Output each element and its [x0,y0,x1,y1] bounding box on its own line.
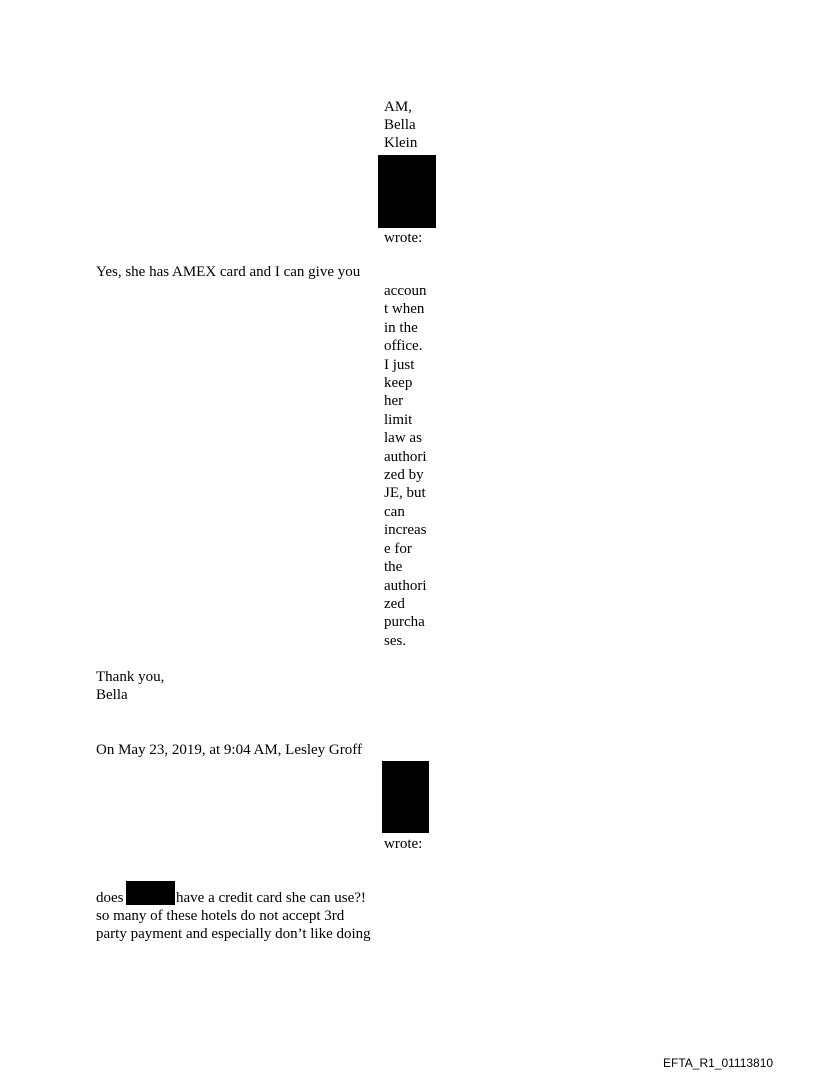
wrapped-line: authori [384,577,427,594]
wrapped-line: the [384,559,403,576]
wrapped-line: I just [384,356,415,373]
wrapped-line: law as [384,430,422,447]
header-line-3: Klein [384,135,418,151]
wrapped-line: purcha [384,614,425,631]
wrapped-line: accoun [384,283,427,299]
signoff: Thank you, [96,669,165,685]
header-line-2: Bella [384,117,416,133]
wrote-label-2: wrote: [384,836,423,852]
wrote-label-1: wrote: [384,230,423,246]
wrapped-line: keep [384,375,413,392]
wrapped-line: JE, but [384,485,426,502]
redaction-box-sender-email [378,155,436,228]
wrapped-line: in the [384,319,418,336]
redaction-box-name [126,881,175,905]
wrapped-line: her [384,393,404,410]
wrapped-line: authori [384,448,427,465]
wrapped-line: ses. [384,632,407,649]
redaction-box-sender-email-2 [382,761,429,833]
header-line-date: On May 23, 2019, at 9:04 AM, Lesley Groff [96,742,362,758]
message-line-2: so many of these hotels do not accept 3rd [96,908,345,924]
wrapped-line: can [384,503,405,520]
wrapped-line: zed [384,595,405,612]
reply-first-line: Yes, she has AMEX card and I can give you [96,264,361,280]
message-line-3: party payment and especially don’t like doing [96,926,371,942]
wrapped-line: e for [384,540,412,557]
wrapped-line: limit [384,411,413,428]
wrapped-line: office. [384,338,423,355]
wrapped-line: increas [384,522,427,539]
document-id: EFTA_R1_01113810 [663,1056,774,1070]
message-line-1-end: have a credit card she can use?! [176,890,366,906]
header-line-1: AM, [384,99,412,115]
wrapped-line: t when [384,301,425,318]
wrapped-line: zed by [384,467,424,484]
signature-name: Bella [96,687,128,703]
message-line-1-start: does [96,890,124,906]
reply-wrapped-column [384,282,427,650]
